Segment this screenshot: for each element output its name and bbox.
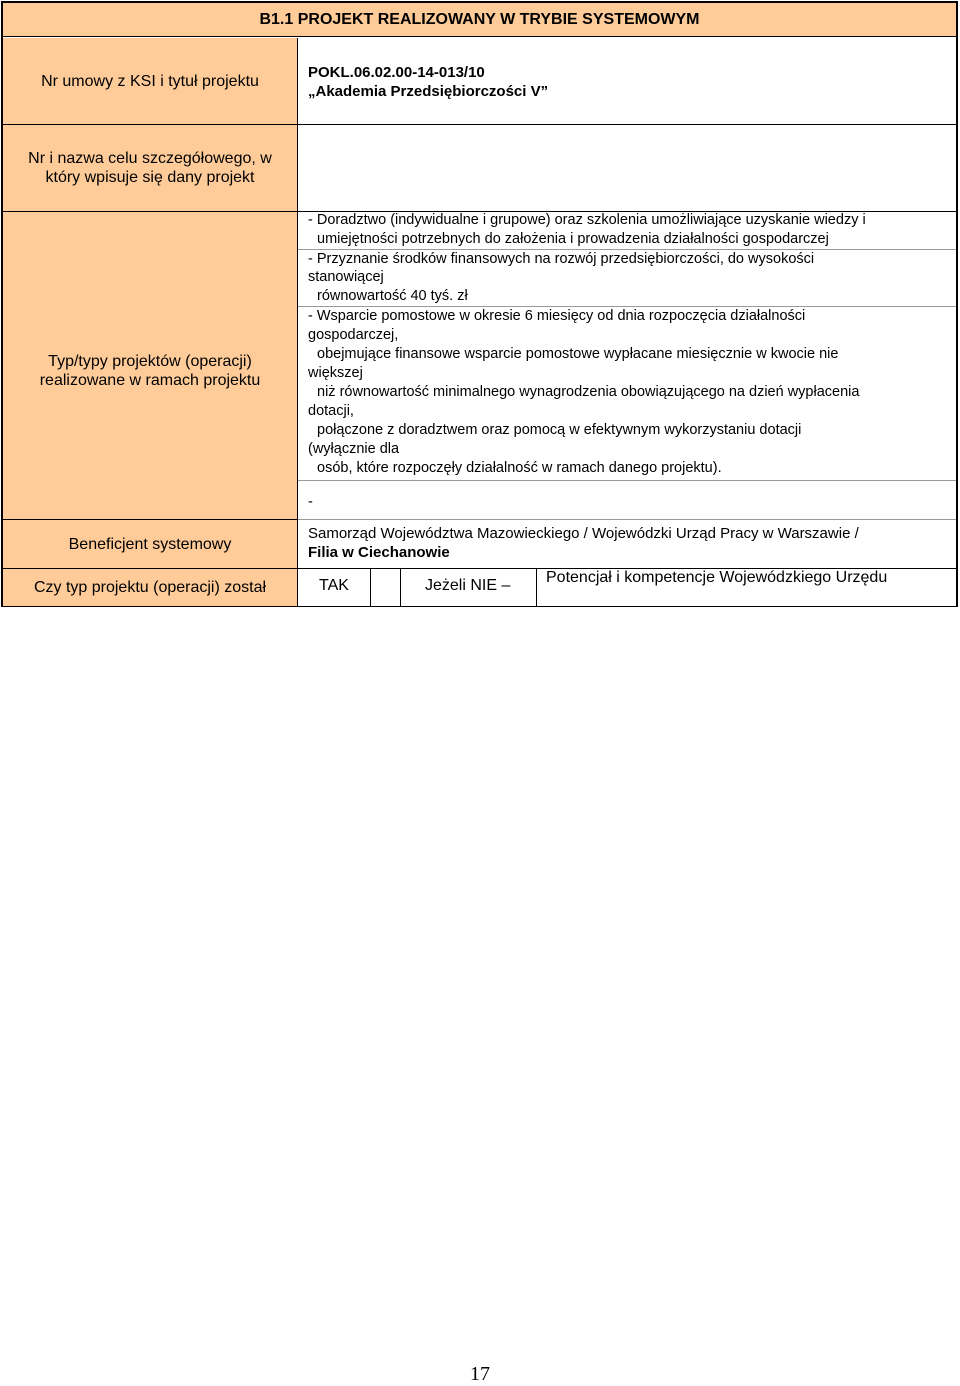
typ-line: równowartość 40 tyś. zł	[317, 288, 468, 304]
typ-line: osób, które rozpoczęły działalność w ramach danego projektu).	[317, 460, 722, 476]
cel-label-line-2: który wpisuje się dany projekt	[45, 169, 255, 186]
row-label-czy: Czy typ projektu (operacji) został	[3, 569, 297, 606]
row-value-beneficjent	[298, 520, 956, 568]
beneficiary-line-2: Filia w Ciechanowie	[308, 544, 450, 561]
typ-line: niż równowartość minimalnego wynagrodzenia obowiązującego na dzień wypłacenia	[317, 384, 860, 400]
typ-line: dotacji,	[308, 403, 354, 419]
typ-line: - Przyznanie środków finansowych na rozwój przedsiębiorczości, do wysokości	[308, 251, 815, 267]
cel-label-line-1: Nr i nazwa celu szczegółowego, w	[28, 150, 272, 167]
typ-line: (wyłącznie dla	[308, 441, 400, 457]
typ-line: obejmujące finansowe wsparcie pomostowe wypłacane miesięcznie w kwocie nie	[317, 346, 839, 362]
typ-line: - Doradztwo (indywidualne i grupowe) oraz szkolenia umożliwiające uzyskanie wiedzy i	[308, 212, 866, 228]
typ-line: większej	[308, 365, 363, 381]
typ-line: połączone z doradztwem oraz pomocą w efektywnym wykorzystaniu dotacji	[317, 422, 802, 438]
typ-line: stanowiącej	[308, 269, 384, 285]
row-value-umowa	[298, 38, 956, 124]
potencjal-text: Potencjał i kompetencje Wojewódzkiego Urzędu	[546, 569, 888, 586]
typ-label-line-2: realizowane w ramach projektu	[39, 371, 261, 389]
contract-number: POKL.06.02.00-14-013/10	[308, 64, 485, 81]
row-divider	[3, 124, 956, 125]
typ-line: gospodarczej,	[308, 327, 399, 343]
page-number: 17	[470, 1363, 490, 1385]
typ-line: - Wsparcie pomostowe w okresie 6 miesięcy od dnia rozpoczęcia działalności	[308, 308, 806, 324]
jezeli-nie-text: Jeżeli NIE –	[425, 577, 511, 594]
column-divider	[536, 569, 537, 606]
table-title: B1.1 PROJEKT REALIZOWANY W TRYBIE SYSTEMOWYM	[3, 3, 956, 37]
row-divider	[3, 519, 297, 520]
row-divider	[3, 211, 956, 212]
typ-label-line-1: Typ/typy projektów (operacji)	[48, 352, 252, 370]
tak-option: TAK	[319, 577, 349, 594]
project-title: „Akademia Przedsiębiorczości V”	[308, 83, 549, 100]
row-label-typ	[3, 212, 297, 519]
beneficiary-line-1: Samorząd Województwa Mazowieckiego / Wojewódzki Urząd Pracy w Warszawie /	[308, 525, 859, 542]
column-divider	[400, 569, 401, 606]
row-divider	[3, 568, 956, 569]
row-divider	[298, 480, 956, 481]
row-label-beneficjent: Beneficjent systemowy	[3, 520, 297, 568]
row-value-cel	[298, 125, 956, 211]
column-divider	[370, 569, 371, 606]
row-divider	[298, 519, 956, 520]
typ-line: -	[308, 494, 313, 510]
typ-line: umiejętności potrzebnych do założenia i prowadzenia działalności gospodarczej	[317, 231, 829, 247]
row-label-umowa: Nr umowy z KSI i tytuł projektu	[3, 38, 297, 124]
row-label-cel	[3, 125, 297, 211]
